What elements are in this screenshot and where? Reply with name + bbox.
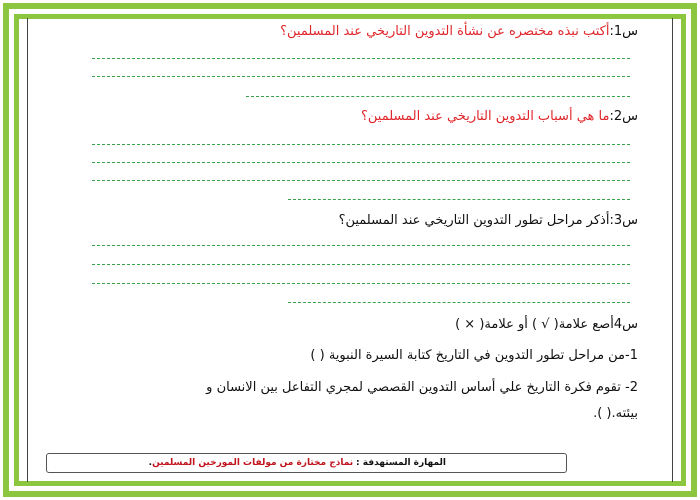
question-4-instruction: أصع علامة( √ ) أو علامة( × ) bbox=[455, 317, 614, 332]
question-1 bbox=[280, 24, 638, 39]
question-3-label: س3: bbox=[609, 213, 638, 228]
answer-line bbox=[92, 76, 630, 77]
target-skill-box bbox=[46, 453, 567, 473]
question-1-text: أكتب نبذه مختصره عن نشأة التدوين التاريخي عند المسلمين؟ bbox=[280, 24, 610, 39]
answer-line bbox=[288, 199, 630, 200]
question-2-label: س2: bbox=[609, 109, 638, 124]
answer-line bbox=[92, 58, 630, 59]
worksheet-page bbox=[27, 18, 673, 482]
answer-line bbox=[92, 245, 630, 246]
answer-line bbox=[92, 283, 630, 284]
question-4-label: س4 bbox=[613, 317, 638, 332]
question-3-text: أذكر مراحل تطور التدوين التاريخي عند المسلمين؟ bbox=[338, 213, 610, 228]
answer-line bbox=[288, 302, 630, 303]
question-3 bbox=[339, 213, 638, 228]
skill-key: المهارة المستهدفة : bbox=[356, 458, 446, 468]
question-4-item-2-line-2: بيئته.( ). bbox=[593, 406, 638, 421]
question-1-label: س1: bbox=[609, 24, 638, 39]
answer-line bbox=[92, 180, 630, 181]
skill-end: . bbox=[148, 458, 153, 468]
skill-value: نماذج مختارة من مولفات المورخين المسلمين bbox=[152, 458, 354, 468]
question-4 bbox=[455, 317, 638, 332]
question-4-item-2-line-1: 2- تقوم فكرة التاريخ علي أساس التدوين القصصي لمجري التفاعل بين الانسان و bbox=[206, 380, 638, 395]
answer-line bbox=[246, 96, 630, 97]
answer-line bbox=[92, 144, 630, 145]
question-4-item-1: 1-من مراحل تطور التدوين في التاريخ كتابة السيرة النبوية ( ) bbox=[310, 348, 638, 363]
answer-line bbox=[92, 162, 630, 163]
answer-line bbox=[92, 264, 630, 265]
question-2-text: ما هي أسباب التدوين التاريخي عند المسلمين؟ bbox=[360, 109, 610, 124]
question-2 bbox=[361, 109, 638, 124]
